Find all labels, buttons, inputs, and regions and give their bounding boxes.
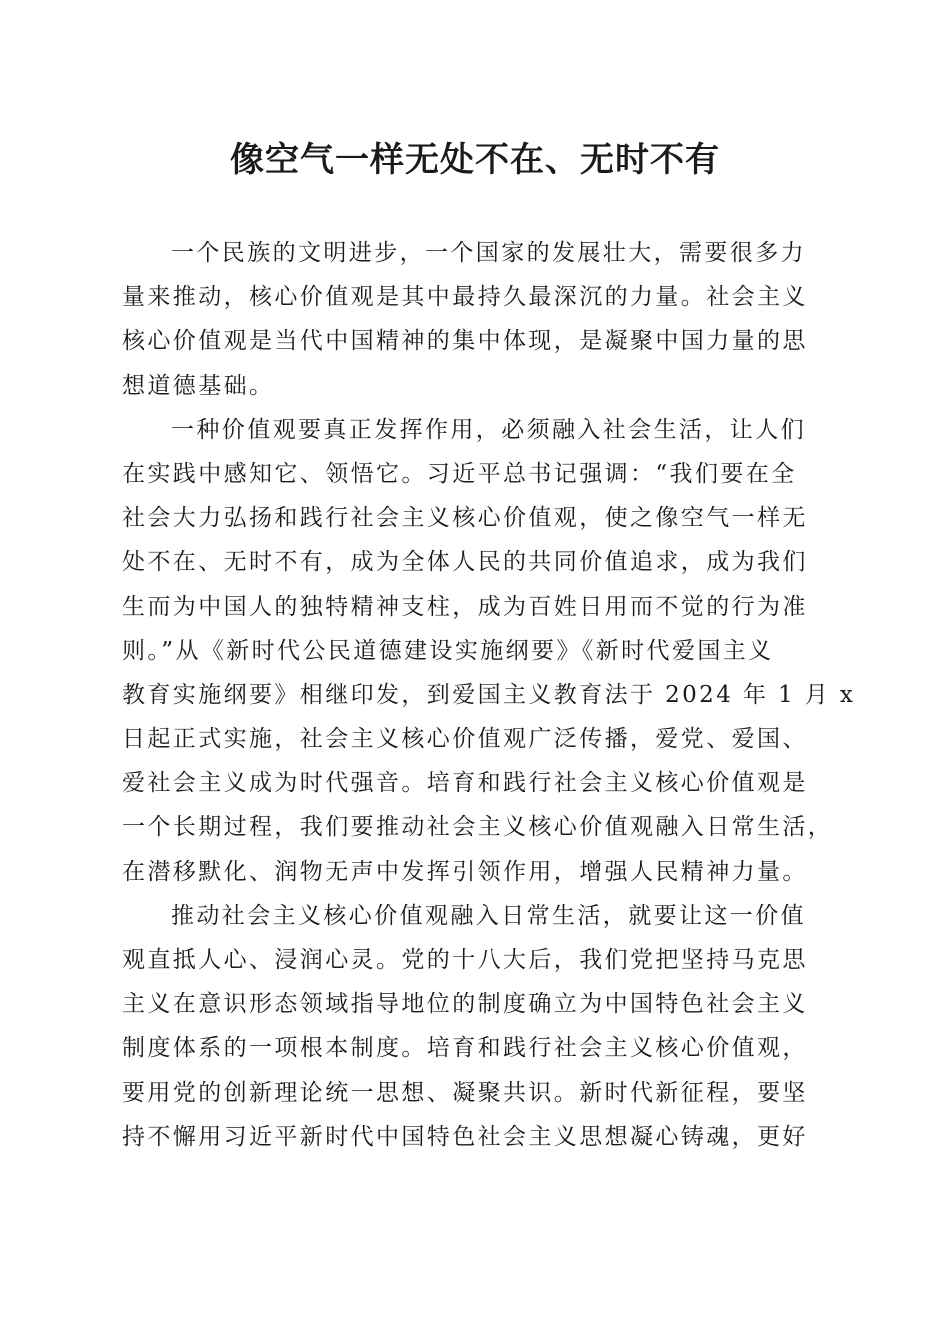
text-line: 在实践中感知它、领悟它。习近平总书记强调：“我们要在全 [122, 460, 797, 487]
text-line: 一个长期过程，我们要推动社会主义核心价值观融入日常生活， [122, 814, 834, 841]
text-line: 则。”从《新时代公民道德建设实施纲要》《新时代爱国主义 [122, 637, 774, 664]
text-line: 要用党的创新理论统一思想、凝聚共识。新时代新征程，要坚 [122, 1079, 808, 1106]
text-line: 处不在、无时不有，成为全体人民的共同价值追求，成为我们 [122, 549, 808, 576]
text-line: 教育实施纲要》相继印发，到爱国主义教育法于 2024 年 1 月 x [122, 681, 856, 708]
document-body [122, 231, 856, 1159]
text-line: 制度体系的一项根本制度。培育和践行社会主义核心价值观， [122, 1035, 808, 1062]
text-line: 在潜移默化、润物无声中发挥引领作用，增强人民精神力量。 [122, 858, 808, 885]
text-line: 社会大力弘扬和践行社会主义核心价值观，使之像空气一样无 [122, 505, 808, 532]
text-line: 推动社会主义核心价值观融入日常生活，就要让这一价值 [171, 902, 806, 929]
text-line: 量来推动，核心价值观是其中最持久最深沉的力量。社会主义 [122, 284, 808, 311]
text-line: 爱社会主义成为时代强音。培育和践行社会主义核心价值观是 [122, 770, 808, 797]
text-line: 持不懈用习近平新时代中国特色社会主义思想凝心铸魂，更好 [122, 1123, 808, 1150]
text-line: 一个民族的文明进步，一个国家的发展壮大，需要很多力 [171, 240, 806, 266]
text-line: 主义在意识形态领域指导地位的制度确立为中国特色社会主义 [122, 991, 808, 1018]
text-line: 一种价值观要真正发挥作用，必须融入社会生活，让人们 [171, 416, 806, 443]
text-line: 观直抵人心、浸润心灵。党的十八大后，我们党把坚持马克思 [122, 947, 808, 973]
text-line: 想道德基础。 [122, 372, 275, 399]
text-line: 日起正式实施，社会主义核心价值观广泛传播，爱党、爱国、 [122, 726, 808, 753]
paragraph-3 [122, 894, 830, 1159]
document-title: 像空气一样无处不在、无时不有 [230, 140, 720, 180]
text-line: 核心价值观是当代中国精神的集中体现，是凝聚中国力量的思 [122, 328, 808, 355]
text-line: 生而为中国人的独特精神支柱，成为百姓日用而不觉的行为准 [122, 593, 808, 620]
paragraph-1 [122, 231, 830, 408]
paragraph-2 [122, 408, 856, 894]
